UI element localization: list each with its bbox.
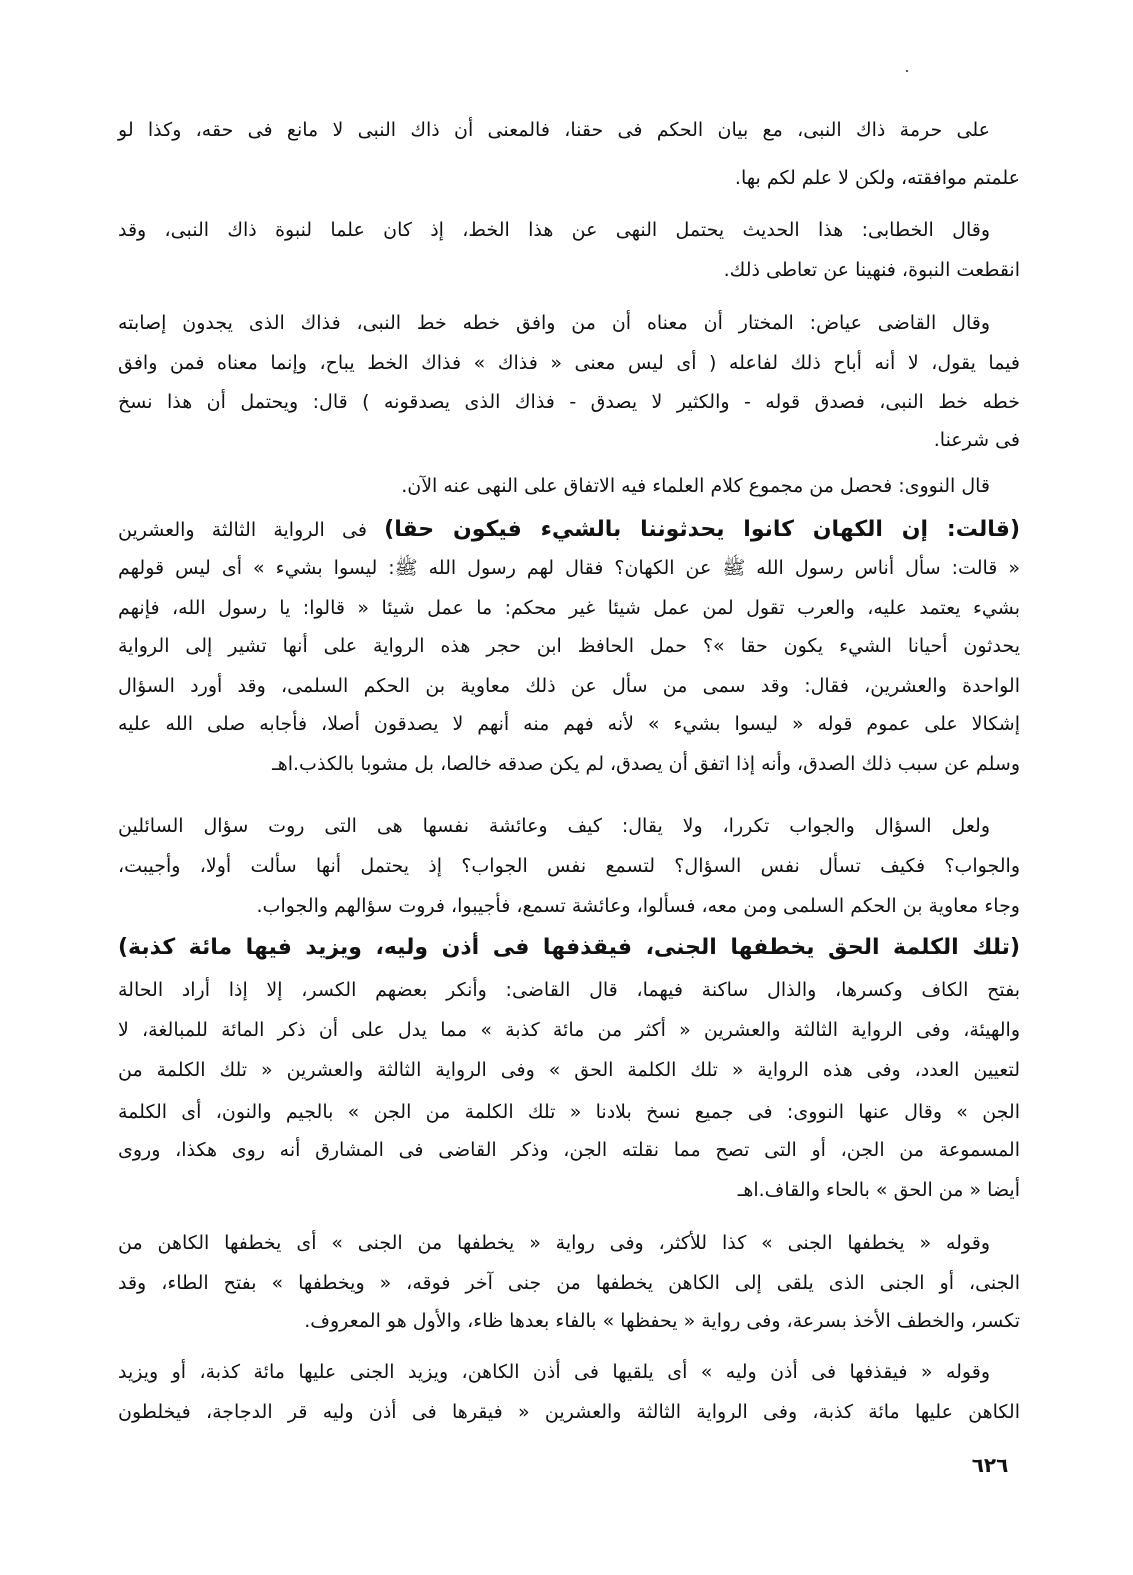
text-line: وقوله « يخطفها الجنى » كذا للأكثر، وفى رواية « يخطفها من الجنى » أى يخطفها الكاهن من <box>118 1232 990 1254</box>
heading-text: (تلك الكلمة الحق يخطفها الجنى، فيقذفها فى أذن وليه، ويزيد فيها مائة كذبة) <box>118 935 1020 960</box>
text-line: وسلم عن سبب ذلك الصدق، وأنه إذا اتفق أن يصدق، لم يكن صدقه خالصا، بل مشوبا بالكذب.اهـ <box>272 753 1020 775</box>
text-line: وقوله « فيقذفها فى أذن وليه » أى يلقيها فى أذن الكاهن، ويزيد الجنى عليها مائة كذبة، أو ويزيد <box>118 1361 990 1383</box>
heading-text: (قالت: إن الكهان كانوا يحدثوننا بالشيء فيكون حقا) <box>384 517 1020 542</box>
text-line: « قالت: سأل أناس رسول الله ﷺ عن الكهان؟ فقال لهم رسول الله ﷺ: ليسوا بشيء » أى ليس قولهم <box>118 557 1020 579</box>
text-line: فى شرعنا. <box>933 429 1020 451</box>
text-line: الواحدة والعشرين، فقال: وقد سمى من سأل عن ذلك معاوية بن الحكم السلمى، وقد أورد السؤال <box>118 675 1020 697</box>
text-line: خطه خط النبى، فصدق قوله - والكثير لا يصدق - فذاك الذى يصدقونه ) قال: ويحتمل أن هذا نسخ <box>118 391 1020 413</box>
heading-tail: فى الرواية الثالثة والعشرين <box>118 519 385 541</box>
text-line: وقال الخطابى: هذا الحديث يحتمل النهى عن هذا الخط، إذ كان علما لنبوة ذاك النبى، وقد <box>118 219 990 241</box>
text-line: فيما يقول، لا أنه أباح ذلك لفاعله ( أى ليس معنى « فذاك » فذاك الخط يباح، وإنما معناه فمن وافق <box>118 352 1020 374</box>
text-line: انقطعت النبوة، فنهينا عن تعاطى ذلك. <box>723 259 1020 281</box>
section-heading <box>118 933 1020 963</box>
page-number: ٦٢٦ <box>971 1453 1009 1477</box>
text-line: قال النووى: فحصل من مجموع كلام العلماء فيه الاتفاق على النهى عنه الآن. <box>401 475 990 497</box>
text-line: والجواب؟ فكيف تسأل نفس السؤال؟ لتسمع نفس الجواب؟ إذ يحتمل أنها سألت أولا، وأجيبت، <box>118 855 1020 877</box>
scan-speck <box>906 70 908 72</box>
text-line: يحدثون أحيانا الشيء يكون حقا »؟ حمل الحافظ ابن حجر هذه الرواية على أنها تشير إلى الرواية <box>118 635 1020 657</box>
text-line: على حرمة ذاك النبى، مع بيان الحكم فى حقنا، فالمعنى أن ذاك النبى لا مانع فى حقه، وكذا لو <box>118 119 990 141</box>
text-line: تكسر، والخطف الأخذ بسرعة، وفى رواية « يحفظها » بالفاء بعدها ظاء، والأول هو المعروف. <box>304 1310 1020 1332</box>
text-line: أيضا « من الحق » بالحاء والقاف.اهـ <box>737 1179 1020 1201</box>
text-line: الكاهن عليها مائة كذبة، وفى الرواية الثالثة والعشرين « فيقرها فى أذن وليه قر الدجاجة، فيخلطون <box>118 1401 1020 1423</box>
text-line: لتعيين العدد، وفى هذه الرواية « تلك الكلمة الحق » وفى الرواية الثالثة والعشرين « تلك الكلمة من <box>118 1059 1020 1081</box>
text-line: المسموعة من الجن، أو التى تصح مما نقلته الجن، وذكر القاضى فى المشارق أنه روى هكذا، وروى <box>118 1139 1020 1161</box>
text-line: بشيء يعتمد عليه، والعرب تقول لمن عمل شيئا غير محكم: ما عمل شيئا « قالوا: يا رسول الله، فإنهم <box>118 597 1020 619</box>
text-line: ولعل السؤال والجواب تكررا، ولا يقال: كيف وعائشة نفسها هى التى روت سؤال السائلين <box>118 815 990 837</box>
section-heading <box>118 515 1020 545</box>
text-line: وجاء معاوية بن الحكم السلمى ومن معه، فسألوا، وعائشة تسمع، فأجيبوا، فروت سؤالهم والجواب. <box>256 895 1020 917</box>
text-line: والهيئة، وفى الرواية الثالثة والعشرين « أكثر من مائة كذبة » مما يدل على أن ذكر المائة للمبالغة، لا <box>118 1019 1020 1041</box>
text-line: إشكالا على عموم قوله « ليسوا بشيء » لأنه فهم منه أنهم لا يصدقون أصلا، فأجابه صلى الله عليه <box>118 713 1020 735</box>
text-line: علمتم موافقته، ولكن لا علم لكم بها. <box>734 167 1020 189</box>
text-line: الجنى، أو الجنى الذى يلقى إلى الكاهن يخطفها من جنى آخر فوقه، « ويخطفها » بفتح الطاء، وقد <box>118 1272 1020 1294</box>
text-line: وقال القاضى عياض: المختار أن معناه أن من وافق خطه خط النبى، فذاك الذى يجدون إصابته <box>118 312 990 334</box>
text-line: الجن » وقال عنها النووى: فى جميع نسخ بلادنا « تلك الكلمة من الجن » بالجيم والنون، أى الكلمة <box>118 1101 1020 1123</box>
text-line: بفتح الكاف وكسرها، والذال ساكنة فيهما، قال القاضى: وأنكر بعضهم الكسر، إلا إذا أراد الحالة <box>118 979 1020 1001</box>
